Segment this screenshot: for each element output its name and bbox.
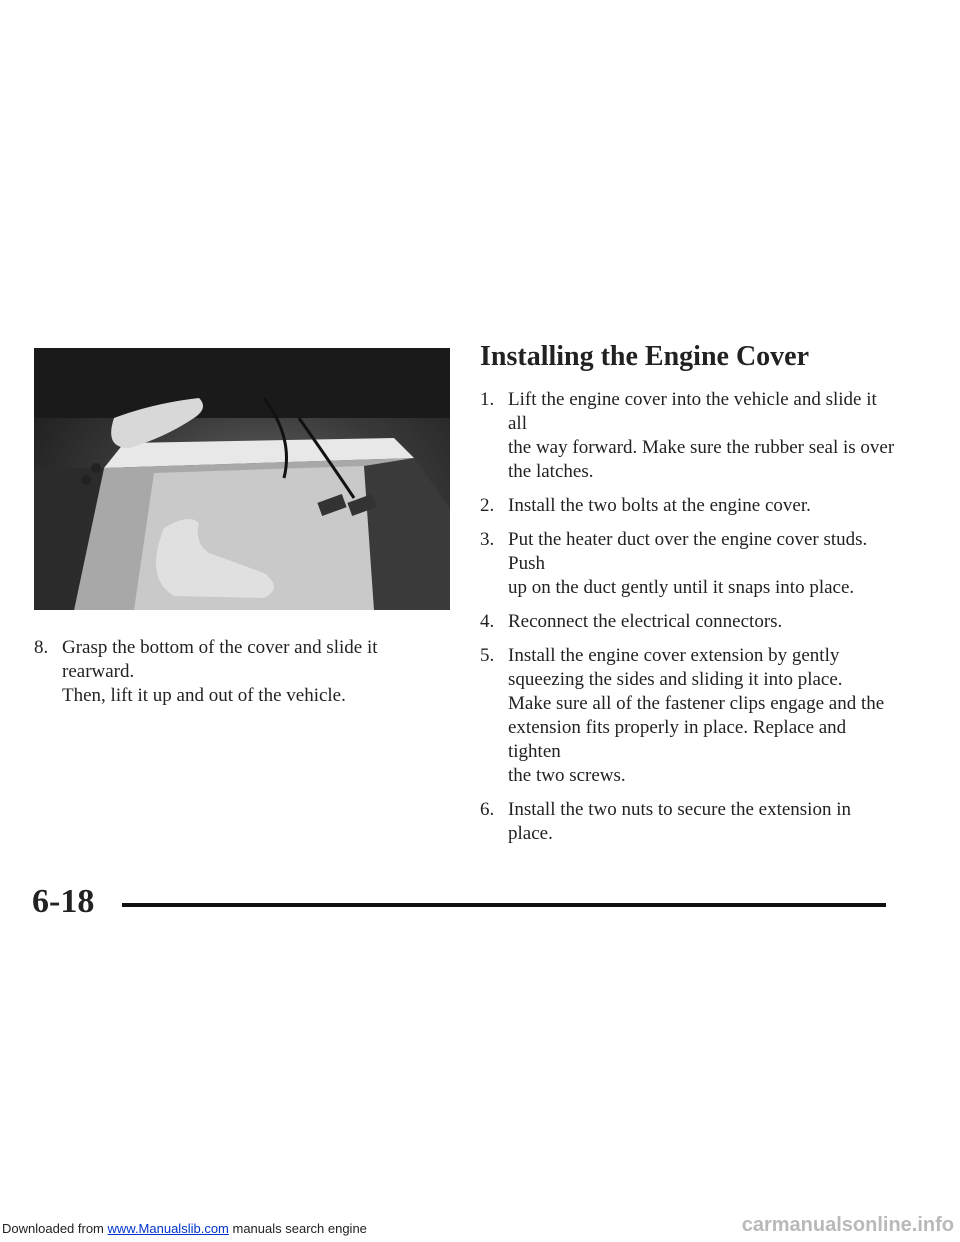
step-text [508, 610, 900, 634]
step-line: the way forward. Make sure the rubber seal is over [508, 437, 895, 458]
engine-cover-photo [34, 348, 450, 610]
download-prefix: Downloaded from [2, 1221, 108, 1236]
step-5 [480, 644, 900, 788]
step-line: Install the two bolts at the engine cover. [508, 495, 811, 516]
footer-rule [122, 903, 886, 907]
download-banner [2, 1221, 367, 1236]
step-line: Install the engine cover extension by gently [508, 645, 840, 666]
left-step-list [34, 636, 454, 708]
step-line: Then, lift it up and out of the vehicle. [62, 685, 346, 706]
step-text [508, 494, 900, 518]
step-line: squeezing the sides and sliding it into place. [508, 669, 843, 690]
step-1 [480, 388, 900, 484]
step-text [62, 636, 454, 708]
step-line: Lift the engine cover into the vehicle and slide it all [508, 389, 877, 434]
step-line: the two screws. [508, 765, 626, 786]
step-text [508, 388, 900, 484]
step-4 [480, 610, 900, 634]
page-number: 6-18 [32, 883, 95, 920]
step-8 [34, 636, 454, 708]
step-number: 3. [480, 529, 495, 550]
step-line: Install the two nuts to secure the extension in place. [508, 799, 851, 844]
step-6 [480, 798, 900, 846]
manualslib-link[interactable]: www.Manualslib.com [107, 1221, 229, 1236]
step-line: extension fits properly in place. Replace and tighten [508, 717, 847, 762]
step-number: 6. [480, 799, 495, 820]
step-text [508, 644, 900, 788]
step-line: up on the duct gently until it snaps into place. [508, 577, 855, 598]
step-line: Put the heater duct over the engine cover studs. Push [508, 529, 868, 574]
download-suffix: manuals search engine [228, 1221, 367, 1236]
step-number: 1. [480, 389, 495, 410]
step-number: 8. [34, 637, 49, 658]
step-line: Grasp the bottom of the cover and slide it rearward. [62, 637, 378, 682]
step-text [508, 798, 900, 846]
step-line: Make sure all of the fastener clips engage and the [508, 693, 885, 714]
step-number: 5. [480, 645, 495, 666]
watermark: carmanualsonline.info [741, 1214, 954, 1236]
installing-section [480, 340, 900, 856]
step-number: 4. [480, 611, 495, 632]
step-text [508, 528, 900, 600]
step-line: the latches. [508, 461, 594, 482]
step-2 [480, 494, 900, 518]
step-number: 2. [480, 495, 495, 516]
step-3 [480, 528, 900, 600]
section-heading: Installing the Engine Cover [480, 341, 810, 372]
step-line: Reconnect the electrical connectors. [508, 611, 783, 632]
